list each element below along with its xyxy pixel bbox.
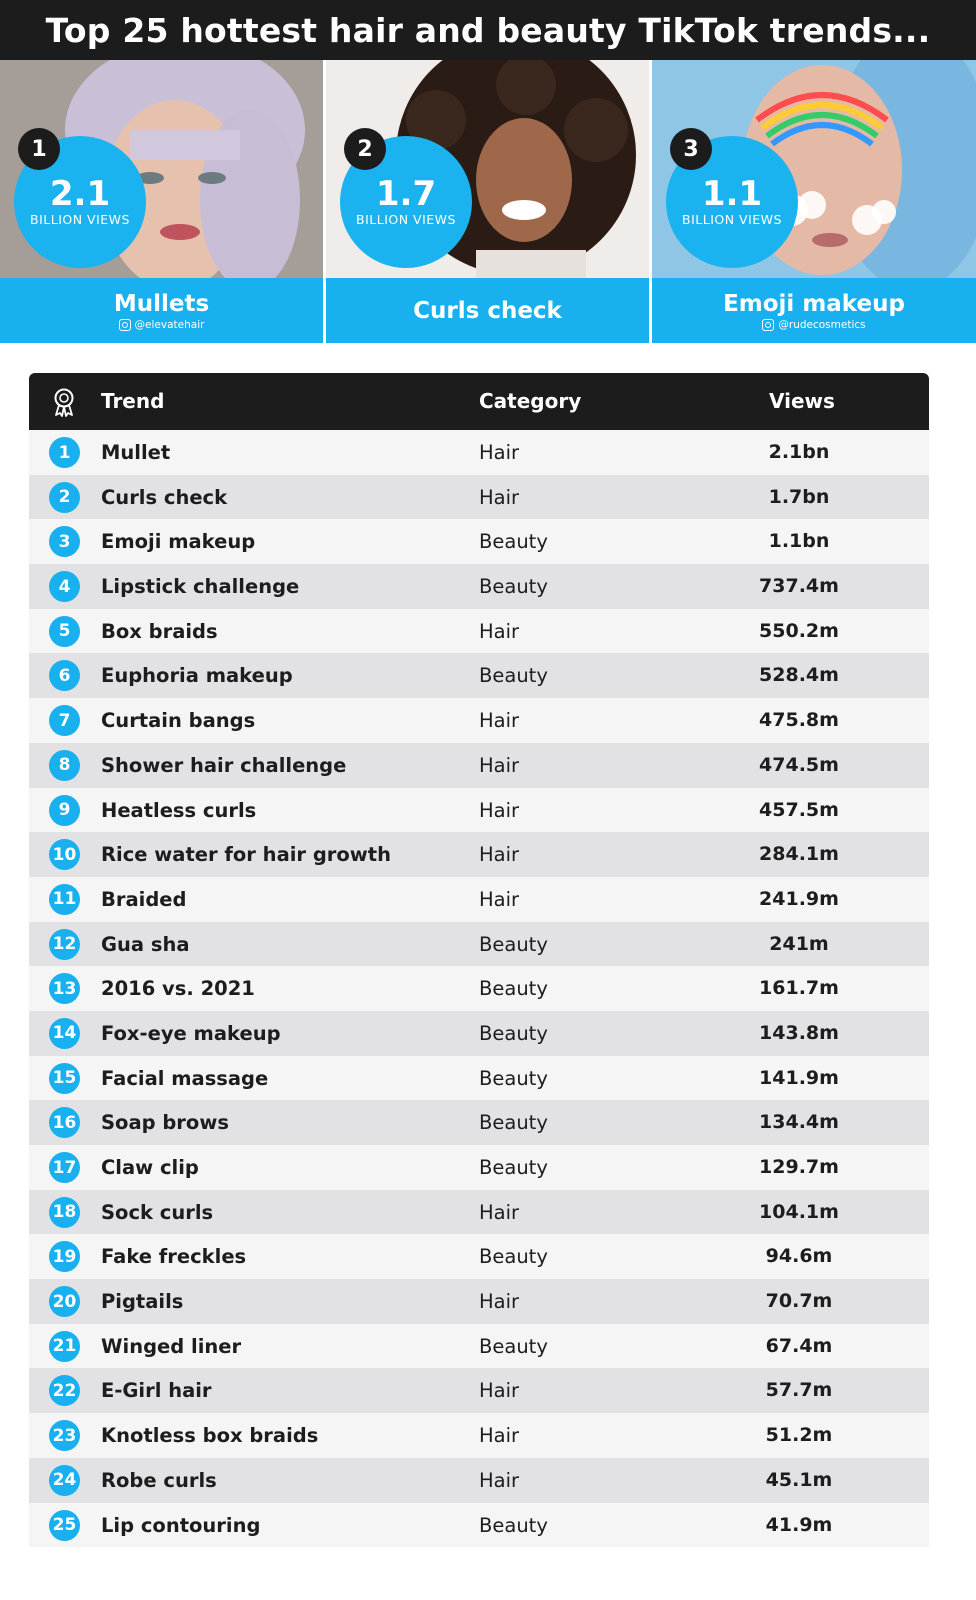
trend-views: 284.1m: [759, 843, 839, 866]
trend-views: 241.9m: [759, 887, 839, 910]
views-number: 1.7: [375, 174, 437, 214]
rank-number: 10: [49, 839, 80, 870]
trend-category: Hair: [479, 887, 520, 911]
rank-badge: 2: [344, 128, 386, 170]
trend-name: Gua sha: [101, 932, 190, 956]
trend-name: Euphoria makeup: [101, 664, 293, 688]
trend-category: Beauty: [479, 1334, 548, 1358]
trend-name: Curtain bangs: [101, 709, 256, 733]
trend-name: Rice water for hair growth: [101, 843, 392, 867]
trend-name: Robe curls: [101, 1468, 217, 1492]
table-row: [29, 1100, 929, 1145]
table-body: [29, 430, 929, 1547]
table-row: [29, 877, 929, 922]
table-row: [29, 966, 929, 1011]
trend-views: 45.1m: [765, 1468, 833, 1491]
trend-category: Beauty: [479, 1111, 548, 1135]
rank-number: 7: [49, 705, 80, 736]
trend-name: Lip contouring: [101, 1513, 261, 1537]
table-row: [29, 1368, 929, 1413]
trend-name: Sock curls: [101, 1200, 214, 1224]
rank-number: 5: [49, 616, 80, 647]
trend-name: Facial massage: [101, 1066, 269, 1090]
trend-name: Fox-eye makeup: [101, 1021, 281, 1045]
award-ribbon-icon: [51, 387, 77, 417]
trend-views: 474.5m: [759, 753, 839, 776]
handle-text: @elevatehair: [134, 318, 205, 331]
trend-category: Beauty: [479, 575, 548, 599]
trend-card-mullets: [0, 60, 323, 343]
trend-category: Hair: [479, 1468, 520, 1492]
card-handle: [119, 318, 205, 332]
rank-number: 3: [49, 526, 80, 557]
rank-number: 15: [49, 1063, 80, 1094]
page-title: Top 25 hottest hair and beauty TikTok trends...: [0, 0, 976, 60]
trend-category: Hair: [479, 441, 520, 464]
table-row: [29, 564, 929, 609]
table-row: [29, 788, 929, 833]
trend-views: 67.4m: [765, 1334, 833, 1357]
rank-number: 25: [49, 1510, 80, 1541]
top-three-cards: [0, 60, 976, 343]
trend-name: Pigtails: [101, 1290, 184, 1314]
column-header-trend: Trend: [101, 389, 165, 413]
table-row: [29, 475, 929, 520]
card-title: Emoji makeup: [723, 290, 905, 317]
trend-name: Soap brows: [101, 1111, 229, 1135]
trend-category: Beauty: [479, 1021, 548, 1045]
trend-name: Fake freckles: [101, 1245, 247, 1269]
trend-views: 2.1bn: [768, 441, 830, 463]
rank-number: 1: [49, 437, 80, 468]
trend-category: Hair: [479, 1379, 520, 1403]
trend-views: 1.1bn: [768, 530, 830, 553]
table-row: [29, 1056, 929, 1101]
rank-number: 11: [49, 884, 80, 915]
rank-number: 20: [49, 1286, 80, 1317]
rank-number: 18: [49, 1197, 80, 1228]
trend-category: Hair: [479, 709, 520, 733]
trend-views: 475.8m: [759, 709, 839, 732]
table-row: [29, 1234, 929, 1279]
card-title: Mullets: [113, 290, 210, 317]
table-row: [29, 609, 929, 654]
trend-views: 51.2m: [765, 1424, 833, 1447]
table-row: [29, 1011, 929, 1056]
trend-category: Beauty: [479, 1245, 548, 1269]
trend-views: 57.7m: [765, 1379, 833, 1402]
instagram-icon: [762, 319, 774, 331]
trend-name: E-Girl hair: [101, 1379, 212, 1403]
trend-category: Hair: [479, 1200, 520, 1224]
trend-category: Hair: [479, 1290, 520, 1314]
table-row: [29, 1413, 929, 1458]
table-header: [29, 373, 929, 430]
trend-views: 241m: [769, 932, 829, 955]
trend-category: Hair: [479, 753, 520, 777]
table-row: [29, 1503, 929, 1548]
trend-name: Curls check: [101, 485, 228, 509]
trend-views: 1.7bn: [768, 485, 830, 508]
rank-number: 8: [49, 750, 80, 781]
instagram-icon: [119, 319, 131, 331]
views-unit: BILLION VIEWS: [682, 212, 782, 227]
rank-number: 13: [49, 973, 80, 1004]
column-header-category: Category: [479, 389, 582, 413]
rank-number: 21: [49, 1331, 80, 1362]
trend-name: Knotless box braids: [101, 1424, 319, 1448]
card-title: Curls check: [413, 297, 562, 324]
trend-views: 143.8m: [759, 1021, 839, 1044]
trend-name: 2016 vs. 2021: [101, 977, 255, 1001]
trend-category: Beauty: [479, 664, 548, 688]
trend-name: Winged liner: [101, 1334, 242, 1358]
column-header-views: Views: [769, 389, 835, 413]
table-row: [29, 1145, 929, 1190]
rank-badge: 1: [18, 128, 60, 170]
trend-name: Braided: [101, 887, 187, 911]
trend-name: Box braids: [101, 619, 218, 643]
table-row: [29, 743, 929, 788]
trend-views: 457.5m: [759, 798, 839, 821]
table-row: [29, 1279, 929, 1324]
trend-views: 129.7m: [759, 1156, 839, 1178]
trend-name: Emoji makeup: [101, 530, 256, 554]
trend-views: 94.6m: [765, 1245, 833, 1268]
trend-views: 41.9m: [765, 1513, 833, 1536]
table-row: [29, 922, 929, 967]
trend-name: Lipstick challenge: [101, 575, 300, 599]
trend-category: Hair: [479, 798, 520, 822]
trend-views: 104.1m: [759, 1200, 839, 1223]
table-row: [29, 1324, 929, 1369]
table-row: [29, 832, 929, 877]
card-caption: [326, 278, 649, 343]
trend-category: Beauty: [479, 932, 548, 956]
views-number: 2.1: [49, 174, 111, 214]
trend-name: Heatless curls: [101, 798, 257, 822]
trend-name: Mullet: [101, 441, 171, 464]
trend-category: Beauty: [479, 1513, 548, 1537]
trend-category: Hair: [479, 1424, 520, 1448]
trend-name: Shower hair challenge: [101, 753, 347, 777]
rank-number: 4: [49, 571, 80, 602]
table-row: [29, 1190, 929, 1235]
rank-number: 22: [49, 1375, 80, 1406]
trend-card-curls-check: [326, 60, 649, 343]
card-caption: [652, 278, 976, 343]
views-unit: BILLION VIEWS: [30, 212, 130, 227]
card-caption: [0, 278, 323, 343]
trend-views: 737.4m: [759, 575, 839, 598]
trend-category: Beauty: [479, 977, 548, 1001]
rank-number: 23: [49, 1420, 80, 1451]
rank-number: 12: [49, 929, 80, 960]
handle-text: @rudecosmetics: [778, 318, 866, 331]
trends-table: [29, 373, 929, 1547]
table-row: [29, 653, 929, 698]
trend-category: Hair: [479, 485, 520, 509]
rank-number: 6: [49, 660, 80, 691]
rank-number: 9: [49, 795, 80, 826]
trend-views: 134.4m: [759, 1111, 839, 1134]
table-row: [29, 1458, 929, 1503]
rank-number: 17: [49, 1152, 80, 1183]
trend-category: Beauty: [479, 1066, 548, 1090]
rank-number: 14: [49, 1018, 80, 1049]
rank-number: 2: [49, 482, 80, 513]
views-unit: BILLION VIEWS: [356, 212, 456, 227]
trend-category: Beauty: [479, 530, 548, 554]
trend-views: 70.7m: [765, 1290, 833, 1313]
trend-name: Claw clip: [101, 1156, 199, 1179]
trend-category: Beauty: [479, 1156, 548, 1179]
table-row: [29, 519, 929, 564]
rank-number: 24: [49, 1465, 80, 1496]
trend-category: Hair: [479, 619, 520, 643]
rank-badge: 3: [670, 128, 712, 170]
trend-views: 528.4m: [759, 664, 839, 687]
table-row: [29, 430, 929, 475]
rank-number: 16: [49, 1107, 80, 1138]
trend-views: 550.2m: [759, 619, 839, 642]
trend-card-emoji-makeup: [652, 60, 976, 343]
views-number: 1.1: [701, 174, 763, 214]
card-handle: [762, 318, 865, 332]
trend-views: 161.7m: [759, 977, 839, 1000]
rank-number: 19: [49, 1241, 80, 1272]
table-row: [29, 698, 929, 743]
trend-views: 141.9m: [759, 1066, 839, 1089]
trend-category: Hair: [479, 843, 520, 867]
